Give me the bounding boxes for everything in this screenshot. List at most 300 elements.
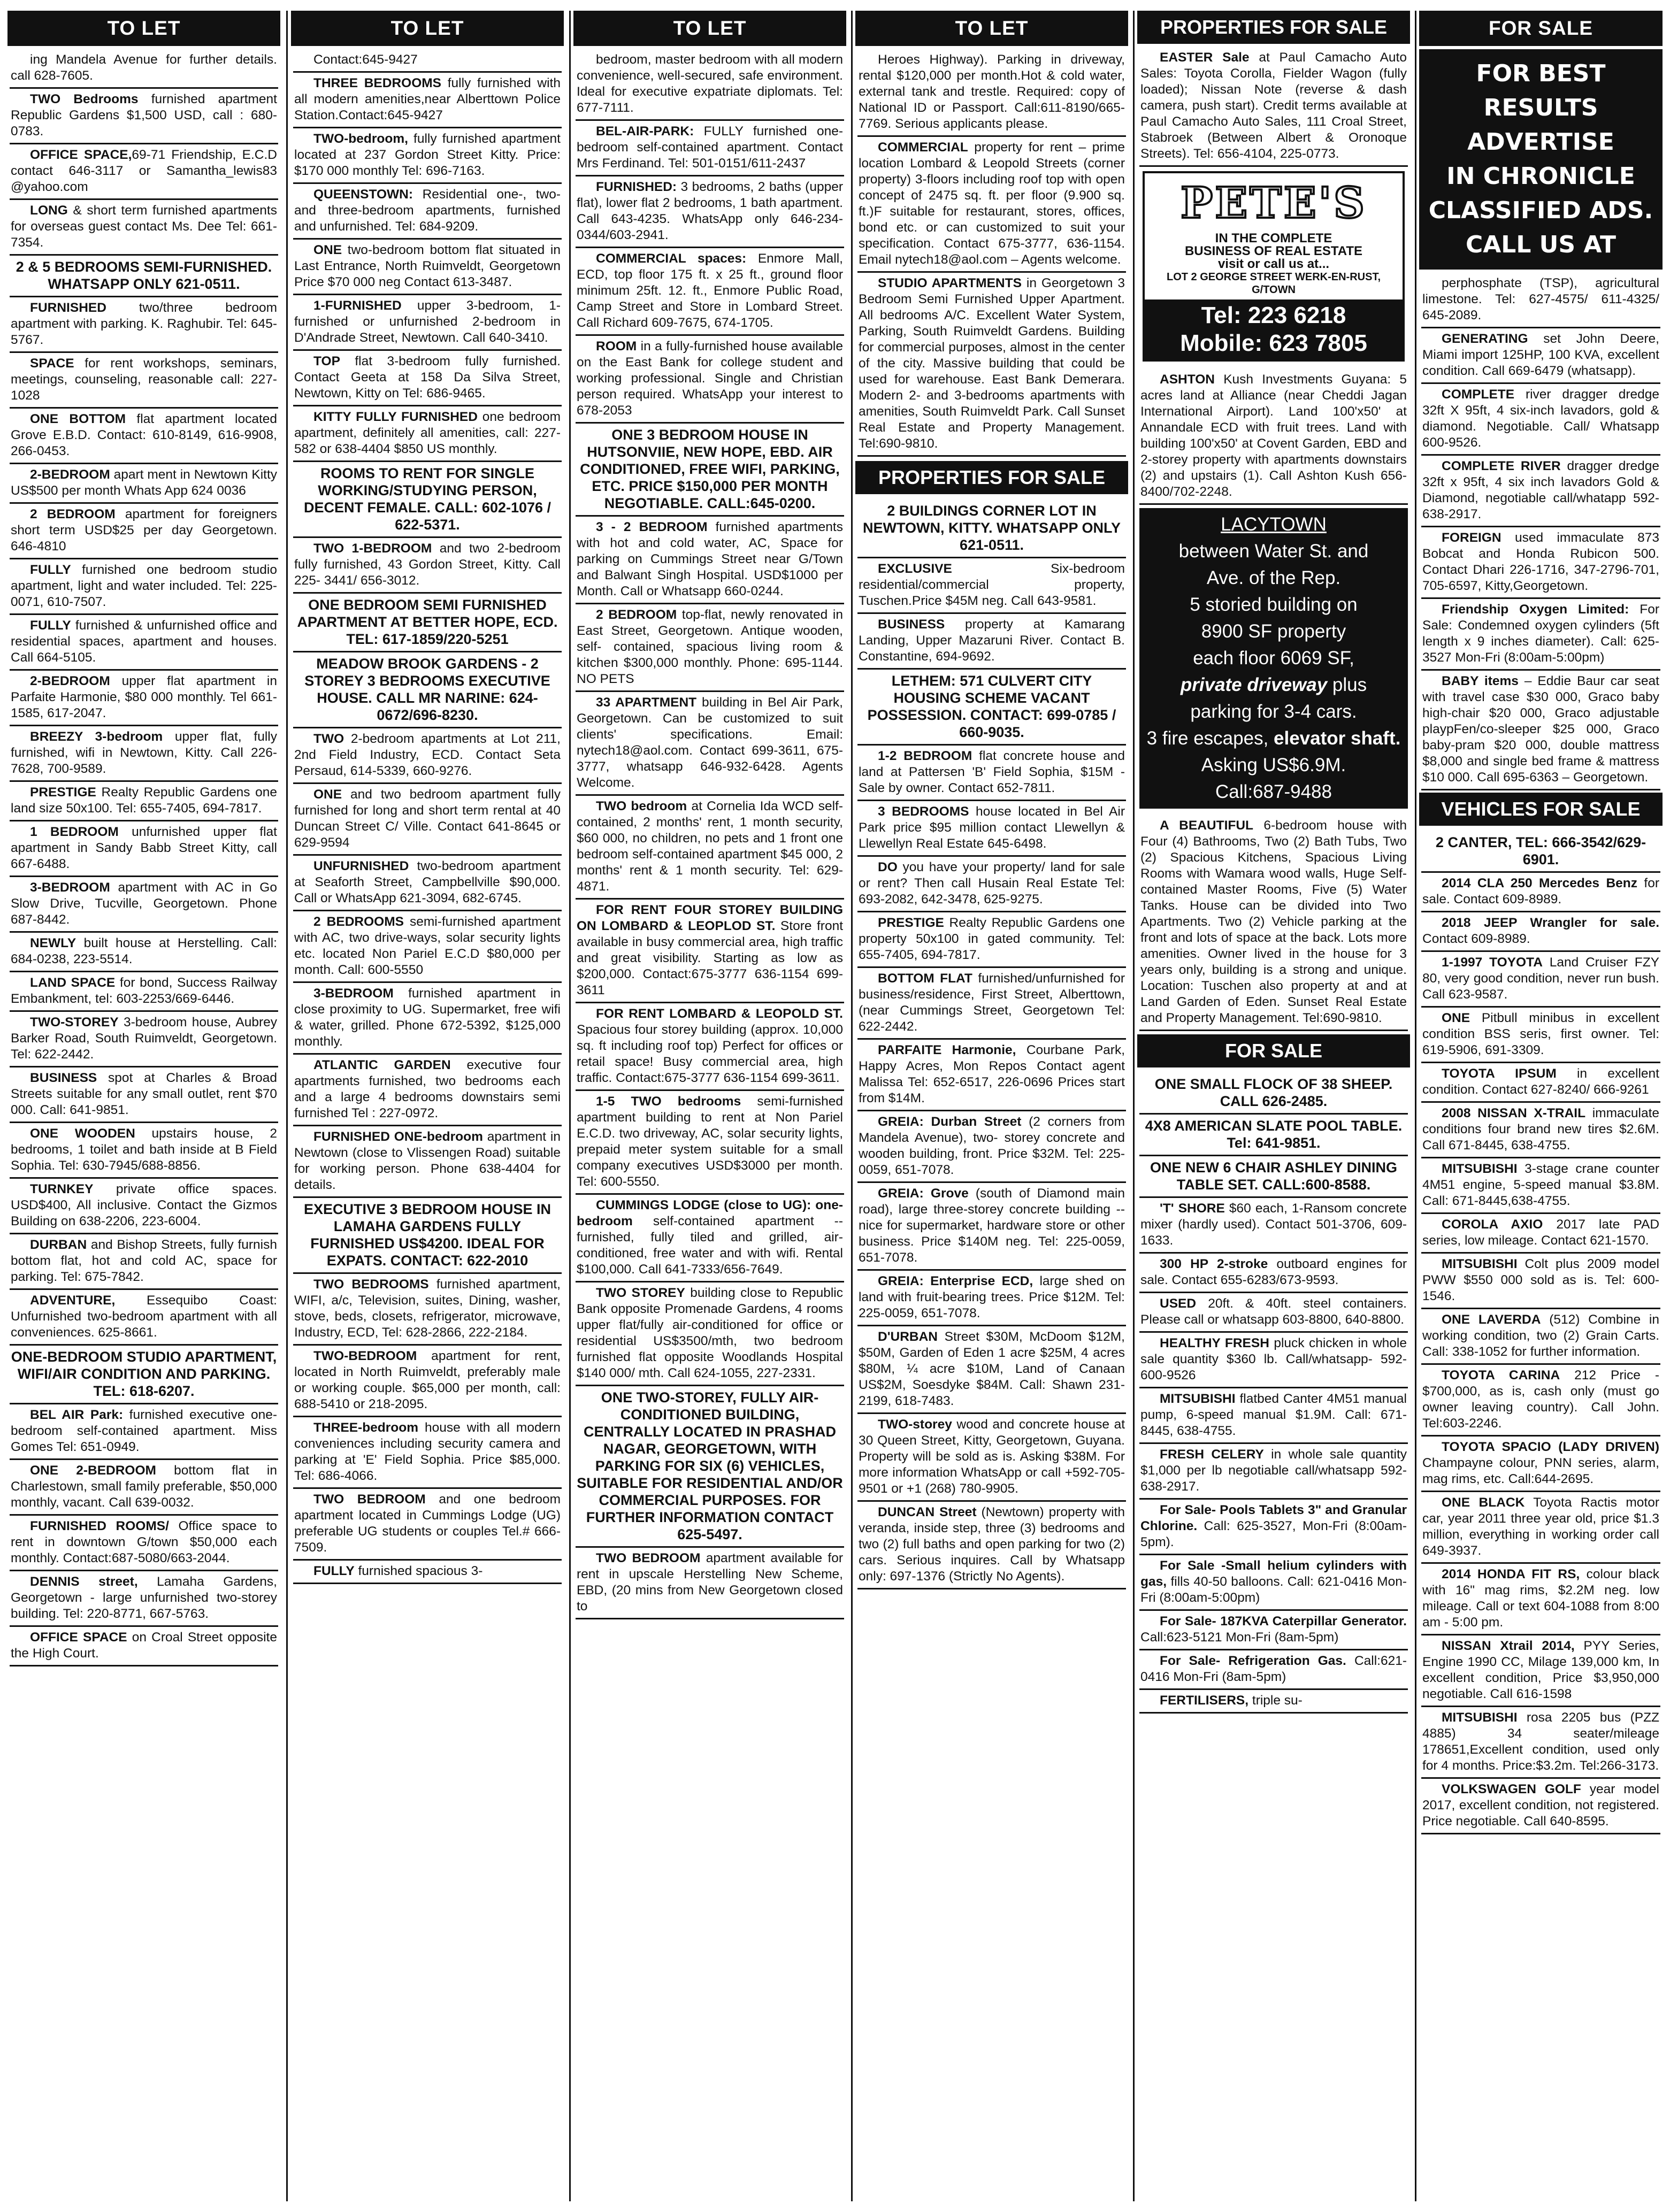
ad-lead: LONG — [30, 203, 68, 218]
classified-ad — [293, 1198, 562, 1274]
ad-text: furnished spacious 3- — [354, 1564, 483, 1578]
classified-ad — [1421, 599, 1660, 671]
classified-ad — [857, 968, 1126, 1040]
ad-lead: TOYOTA IPSUM — [1442, 1066, 1557, 1081]
ad-text: 3-bedroom house, Aubrey Barker Road, South Ruimveldt, Georgetown. Tel: 622-2442. — [11, 1015, 277, 1062]
classified-ad — [293, 49, 562, 73]
classified-ad — [1139, 1293, 1408, 1333]
classified-ad — [576, 1282, 844, 1386]
classified-ad — [1421, 1309, 1660, 1365]
ad-list — [1137, 1070, 1410, 1714]
ad-text: at Paul Camacho Auto Sales: Toyota Corolla, Fielder Wagon (fully loaded); Nissan Note (reverse & dash camera, push start). Credit terms available at Paul Camacho Auto Sales, 111 Croal Street, Stabroek (Between Albert & Oronoque Streets). Tel: 656-4104, 225-0773. — [1140, 50, 1407, 161]
classified-ad — [1421, 527, 1660, 599]
classified-ad — [10, 1012, 278, 1067]
promo-line: CALL US AT — [1465, 231, 1617, 258]
lacytown-line: 3 fire escapes, — [1146, 728, 1274, 749]
ad-lead: COROLA AXIO — [1442, 1217, 1543, 1232]
ad-text: apartment for foreigners short term USD$25 per day Georgetown. 646-4810 — [11, 507, 277, 554]
ad-lead: ONE SMALL FLOCK OF 38 SHEEP. CALL 626-2485. — [1154, 1076, 1393, 1109]
classified-ad — [293, 784, 562, 856]
ad-list — [1419, 270, 1663, 790]
ad-text: 69-71 Friendship, E.C.D contact 646-3117 or Samantha_lewis83 @yahoo.com — [11, 148, 277, 194]
ad-text: ing Mandela Avenue for further details. call 628-7605. — [11, 52, 277, 83]
classified-ad — [576, 900, 844, 1003]
ad-text: apart ment in Newtown Kitty US$500 per month Whats App 624 0036 — [11, 467, 277, 498]
classified-ad — [10, 671, 278, 726]
ad-lead: TWO-BEDROOM — [313, 1349, 417, 1363]
ad-lead: TWO Bedrooms — [30, 92, 139, 106]
ad-lead: THREE-bedroom — [313, 1420, 418, 1435]
ad-text: 2017 late PAD series, low mileage. Contact 621-1570. — [1422, 1217, 1660, 1248]
ad-text: one bedroom apartment, definitely all amenities, call: 227-582 or 638-4404 $850 US monthly. — [294, 410, 561, 456]
classified-ad — [576, 796, 844, 900]
ad-text: Toyota Ractis motor car, year 2011 three year old, price $1.3 million, everything in working order call 649-3937. — [1422, 1495, 1659, 1558]
ad-text: and one bedroom apartment located in Cummings Lodge (UG) preferable UG students or couples Tel.# 666-7509. — [294, 1492, 561, 1555]
ad-text: furnished apartment, WIFI, a/c, Television, suites, Dining, washer, stove, beds, closets, refrigerator, microwave, Industry, ECD, Tel: 628-2866, 222-2184. — [294, 1277, 561, 1340]
ad-lead: BUSINESS — [878, 617, 945, 632]
classified-ad — [1421, 273, 1660, 328]
petes-logo: PETE'S — [1181, 178, 1367, 228]
ad-lead: 2014 CLA 250 Mercedes Benz — [1442, 876, 1637, 890]
ad-text: top-flat, newly renovated in East Street, Georgetown. Antique wooden, self- contained, spacious living room & kitchen $300,000 monthly. Phone: 695-1144. NO PETS — [577, 608, 843, 686]
ad-list — [1419, 828, 1663, 1834]
logo-tagline-3: visit or call us at... — [1217, 257, 1330, 271]
ad-lead: BABY items — [1442, 674, 1519, 688]
ad-text: FULLY furnished one-bedroom self-contained apartment. Contact Mrs Ferdinand. Tel: 501-0151/611-2437 — [577, 124, 843, 171]
classified-ad — [1139, 1115, 1408, 1156]
ad-text: Lamaha Gardens, Georgetown - large unfurnished two-storey building. Tel: 220-8771, 667-5763. — [11, 1574, 277, 1621]
ad-lead: 2014 HONDA FIT RS, — [1442, 1567, 1580, 1581]
ad-lead: 2008 NISSAN X-TRAIL — [1442, 1106, 1586, 1120]
ad-lead: ONE-BEDROOM STUDIO APARTMENT, WIFI/AIR CONDITION AND PARKING. TEL: 618-6207. — [11, 1349, 277, 1399]
ad-text: 3 bedrooms, 2 baths (upper flat), lower flat 2 bedrooms, 1 bath apartment. Call 643-4235. WhatsApp only 646-234-0344/603-2941. — [577, 180, 843, 242]
ad-text: dragger dredge 32ft x 95ft, 4 six inch lavadors Gold & Diamond, negotiable call/whatapp 592-638-2917. — [1422, 459, 1659, 521]
ad-lead: ONE — [1442, 1011, 1470, 1025]
ad-text: property for rent – prime location Lombard & Leopold Streets (corner property) 3-floors including roof top with open concept of 2475 sq. ft. per floor (9.900 sq. ft.)F suitable for restaurant, stores, offices, bond etc. or can customized to suit your specification. Contact 675-3777, 636-1154. Email nytech18@aol.com – Agents welcome. — [859, 140, 1125, 267]
lacytown-elevator: elevator shaft. — [1274, 728, 1401, 749]
classified-ad — [576, 1548, 844, 1619]
lacytown-driveway: private driveway — [1180, 674, 1328, 695]
classified-ad — [1421, 1158, 1660, 1214]
lacytown-title: LACYTOWN — [1221, 514, 1327, 535]
ad-text: built house at Herstelling. Call: 684-0238, 223-5514. — [11, 936, 277, 966]
ad-lead: ONE BLACK — [1442, 1495, 1525, 1510]
classified-ad — [10, 89, 278, 144]
classified-ad — [1421, 456, 1660, 527]
ad-lead: MITSUBISHI — [1442, 1257, 1518, 1271]
classified-ad — [857, 1271, 1126, 1326]
ad-lead: 2 CANTER, TEL: 666-3542/629-6901. — [1435, 834, 1646, 867]
ad-lead: 1 BEDROOM — [30, 825, 119, 839]
ad-list — [1137, 44, 1410, 167]
classified-ad — [293, 1126, 562, 1198]
ad-text: furnished executive one-bedroom self-contained apartment. Miss Gomes Tel: 651-0949. — [11, 1408, 278, 1454]
lacytown-price: Asking US$6.9M. — [1201, 755, 1346, 775]
ad-lead: FURNISHED ONE-bedroom — [313, 1130, 483, 1144]
classified-ad — [10, 1404, 278, 1460]
classified-ad — [857, 1183, 1126, 1271]
ad-lead: NEWLY — [30, 936, 76, 950]
classified-ad — [10, 1516, 278, 1571]
classified-ad — [857, 1111, 1126, 1183]
ad-text: (512) Combine in working condition, two (2) Grain Carts. Call: 338-1052 for further information. — [1422, 1312, 1659, 1359]
classified-ad — [576, 49, 844, 121]
ad-lead: ONE 3 BEDROOM HOUSE IN HUTSONVIIE, NEW HOPE, EBD. AIR CONDITIONED, FREE WIFI, PARKING, ETC. PRICE $150,000 PER MONTH NEGOTIABLE. CALL:645-0200. — [580, 427, 840, 511]
classified-ad — [857, 137, 1126, 273]
ad-text: – Eddie Baur car seat with travel case $30 000, Graco baby high-chair $20 000, Graco adjustable playpFen/co-sleeper $25 000, Graco baby-pram $20 000, double mattress $8,000 and single bed frame & mattress $10 000. Call 695-6363 – Georgetown. — [1422, 674, 1659, 785]
ad-lead: TWO BEDROOM — [596, 1551, 701, 1565]
classified-ad — [1139, 1555, 1408, 1611]
column-for-sale — [1419, 11, 1663, 2201]
classified-ad — [1421, 1437, 1660, 1492]
column-to-let-3 — [573, 11, 846, 2201]
ad-lead: DURBAN — [30, 1238, 87, 1252]
petes-real-estate-ad — [1143, 171, 1405, 362]
classified-ad — [1421, 1779, 1660, 1834]
classified-ad — [293, 184, 562, 240]
ad-lead: OFFICE SPACE, — [30, 148, 132, 162]
classified-ad — [293, 1561, 562, 1584]
classified-ad — [10, 1234, 278, 1290]
classified-ad — [857, 670, 1126, 746]
section-header-properties-for-sale: PROPERTIES FOR SALE — [855, 461, 1128, 494]
ad-text: pluck chicken in whole sale quantity $360 lb. Call/whatsapp- 592-600-9526 — [1140, 1336, 1407, 1382]
ad-lead: D'URBAN — [878, 1330, 938, 1344]
ad-lead: 3-BEDROOM — [30, 880, 110, 895]
column-to-let-1 — [7, 11, 280, 2201]
ad-text: 2-bedroom apartments at Lot 211, 2nd Field Industry, ECD. Contact Seta Persaud, 614-5339, 660-9276. — [294, 732, 561, 778]
ad-lead: FOR RENT FOUR STOREY BUILDING ON LOMBARD & LEOPLOD ST. — [577, 903, 843, 933]
ad-lead: PRESTIGE — [30, 785, 96, 800]
ad-lead: MITSUBISHI — [1160, 1392, 1236, 1406]
ad-text: Office space to rent in downtown G/town $50,000 each monthly. Contact:687-5080/663-2044. — [11, 1519, 277, 1565]
ad-text: (Newtown) property with veranda, inside step, three (3) bedrooms and two (2) full baths and open parking for two (2) cars. Serious inquires. Call by Whatsapp only: 697-1376 (Strictly No Agents). — [859, 1505, 1125, 1584]
ad-lead: OFFICE SPACE — [30, 1630, 127, 1645]
classified-ad — [1139, 1690, 1408, 1714]
ad-text: Realty Republic Gardens one property 50x100 in gated community. Tel: 655-7405, 694-7817. — [859, 916, 1125, 962]
ad-lead: FURNISHED — [30, 301, 106, 315]
classified-ad — [1139, 1254, 1408, 1293]
ad-text: apartment for rent, located in North Ruimveldt, preferably male or working couple. $65,000 per month, call: 688-5410 or 218-2095. — [294, 1349, 561, 1411]
ad-lead: PRESTIGE — [878, 916, 944, 930]
ad-lead: ROOMS TO RENT FOR SINGLE WORKING/STUDYING PERSON, DECENT FEMALE. CALL: 602-1076 / 622-5371. — [303, 465, 551, 533]
section-header: PROPERTIES FOR SALE — [1137, 11, 1410, 44]
classified-ad — [1421, 328, 1660, 384]
ad-text: and two 2-bedroom fully furnished, 43 Gordon Street, Kitty. Call 225- 3441/ 656-3012. — [294, 541, 561, 588]
ad-text: upper flat apartment in Parfaite Harmonie, $80 000 monthly. Tel 661-1585, 617-2047. — [11, 674, 277, 720]
classified-ad — [1421, 1365, 1660, 1437]
classified-ad — [857, 801, 1126, 857]
ad-text: Heroes Highway). Parking in driveway, rental $120,000 per month.Hot & cold water, external tank and trestle. Required: copy of National ID or Passport. Call:611-8190/665-7769. Serious applicants please. — [859, 52, 1125, 131]
ad-text: two-bedroom apartment at Seaforth Street, Campbellville $90,000. Call or WhatsApp 621-3094, 682-6745. — [294, 859, 561, 905]
ad-lead: LAND SPACE — [30, 976, 116, 990]
ad-lead: TWO BEDROOMS — [313, 1277, 429, 1292]
lacytown-phone: Call:687-9488 — [1215, 781, 1332, 802]
ad-text: for bond, Success Railway Embankment, tel: 603-2253/669-6446. — [11, 976, 277, 1006]
ad-lead: FERTILISERS, — [1160, 1693, 1249, 1708]
classifieds-page — [7, 11, 1663, 2201]
ad-text: apartment in Newtown (close to Vlissengen Road) suitable for working person. Phone 638-4404 for details. — [294, 1130, 561, 1192]
section-header-for-sale: FOR SALE — [1137, 1034, 1410, 1067]
ad-lead: TWO STOREY — [596, 1286, 685, 1300]
ad-lead: COMMERCIAL spaces: — [596, 251, 747, 266]
classified-ad — [1421, 1008, 1660, 1063]
ad-lead: A BEAUTIFUL — [1160, 818, 1253, 833]
ad-text: for rent workshops, seminars, meetings, counseling, reasonable call: 227-1028 — [11, 356, 277, 403]
ad-text: immaculate conditions four brand new tires $2.6M. Call 671-8445, 638-4755. — [1422, 1106, 1660, 1153]
ad-lead: 2 BEDROOMS — [313, 915, 404, 929]
ad-lead: FURNISHED ROOMS/ — [30, 1519, 169, 1533]
promo-line: CLASSIFIED ADS. — [1428, 197, 1653, 224]
lacytown-line: 8900 SF property — [1201, 621, 1346, 642]
classified-ad — [10, 1123, 278, 1179]
ad-text: house with all modern conveniences including security camera and parking at 'E' Field Sophia. Price $85,000. Tel: 686-4066. — [294, 1420, 561, 1483]
classified-ad — [10, 256, 278, 297]
column-to-let-4 — [855, 11, 1128, 2201]
classified-ad — [857, 912, 1126, 968]
classified-ad — [293, 538, 562, 594]
ad-lead: 2-BEDROOM — [30, 674, 110, 688]
ad-text: Contact:645-9427 — [313, 52, 418, 67]
ad-lead: 3 BEDROOMS — [878, 804, 969, 819]
classified-ad — [1421, 671, 1660, 790]
ad-lead: FOR RENT LOMBARD & LEOPOLD ST. — [596, 1007, 843, 1021]
ad-list — [573, 46, 846, 1619]
ad-text: 20ft. & 40ft. steel containers. Please call or whatsapp 603-8800, 640-8800. — [1140, 1296, 1407, 1327]
classified-ad — [293, 128, 562, 184]
ad-lead: ONE BOTTOM — [30, 412, 126, 426]
ad-text: (south of Diamond main road), large three-storey concrete building -- nice for supermarket, hardware store or other business. Price $140M neg. Tel: 225-0059, 651-7078. — [859, 1186, 1125, 1265]
classified-ad — [576, 121, 844, 176]
column-divider — [1133, 11, 1135, 2201]
ad-text: furnished & unfurnished office and residential spaces, apartment and houses. Call 664-5105. — [11, 618, 277, 665]
classified-ad — [10, 1346, 278, 1404]
logo-mobile: Mobile: 623 7805 — [1180, 330, 1367, 356]
ad-text: and Bishop Streets, fully furnish bottom flat, hot and cold AC, space for parking. Tel: 675-7842. — [11, 1238, 277, 1284]
ad-text: large shed on land with fruit-bearing trees. Price $12M. Tel: 225-0059, 651-7078. — [859, 1274, 1125, 1320]
classified-ad — [10, 933, 278, 972]
classified-ad — [1139, 1444, 1408, 1500]
ad-lead: TURNKEY — [30, 1182, 94, 1196]
ad-text: upper flat, fully furnished, wifi in Newtown, Kitty. Call 226-7628, 700-9589. — [11, 729, 277, 776]
classified-ad — [1139, 47, 1408, 167]
ad-lead: 1-5 TWO bedrooms — [596, 1094, 741, 1109]
ad-text: 212 Price - $700,000, as is, cash only (must go owner leaving country). Call John. Tel:603-2246. — [1422, 1368, 1659, 1431]
classified-ad — [10, 409, 278, 464]
logo-tel: Tel: 223 6218 — [1201, 302, 1346, 328]
ad-lead: TWO BEDROOM — [313, 1492, 426, 1507]
ad-lead: USED — [1160, 1296, 1197, 1311]
classified-ad — [10, 559, 278, 615]
ad-lead: TOYOTA SPACIO (LADY DRIVEN) — [1442, 1440, 1659, 1454]
ad-lead: ASHTON — [1160, 372, 1215, 387]
ad-lead: FULLY — [313, 1564, 355, 1578]
section-header: TO LET — [291, 11, 564, 46]
classified-ad — [857, 1414, 1126, 1502]
ad-lead: 3-BEDROOM — [313, 986, 394, 1001]
ad-lead: GREIA: Grove — [878, 1186, 969, 1201]
lacytown-line: 5 storied building on — [1190, 594, 1358, 615]
ad-list — [291, 46, 564, 1584]
classified-ad — [293, 406, 562, 462]
ad-lead: ROOM — [596, 339, 637, 354]
ad-lead: CUMMINGS LODGE (close to UG): one-bedroom — [577, 1198, 843, 1228]
classified-ad — [1421, 912, 1660, 952]
ad-text: furnished one bedroom studio apartment, light and water included. Tel: 225-0071, 610-7507. — [11, 563, 277, 609]
classified-ad — [293, 462, 562, 538]
ad-text: building close to Republic Bank opposite Promenade Gardens, 4 rooms upper flat/fully air-conditioned for office or residential US$3500/mth, two bedroom furnished flat opposite Woodlands Hospital $140 000/ mth. Call 624-1055, 227-2331. — [577, 1286, 843, 1380]
ad-lead: BREEZY 3-bedroom — [30, 729, 163, 744]
classified-ad — [293, 295, 562, 351]
classified-ad — [1139, 369, 1408, 505]
ad-text: perphosphate (TSP), agricultural limestone. Tel: 627-4575/ 611-4325/ 645-2089. — [1422, 276, 1659, 322]
ad-lead: DENNIS street, — [30, 1574, 138, 1589]
classified-ad — [293, 1274, 562, 1346]
ad-text: furnished apartments with hot and cold water, AC, Space for parking on Cummings Street near G/Town and Balwant Singh Hospital. USD$1000 per Month. Call or Whatsapp 660-0244. — [577, 520, 843, 598]
classified-ad — [10, 877, 278, 933]
ad-lead: TOYOTA CARINA — [1442, 1368, 1560, 1382]
classified-ad — [857, 1326, 1126, 1414]
ad-text: Champayne colour, PNN series, alarm, mag rims, etc. Call:644-2695. — [1422, 1456, 1659, 1486]
ad-lead: 2 BEDROOM — [30, 507, 116, 521]
classified-ad — [10, 1571, 278, 1627]
ad-text: PYY Series, Engine 1990 CC, Milage 139,000 km, In excellent condition, Price $3,950,000 negotiable. Call 616-1598 — [1422, 1639, 1659, 1701]
ad-lead: EASTER Sale — [1160, 50, 1250, 65]
ad-text: house located in Bel Air Park price $95 million contact Llewellyn & Llewellyn Real Estate 645-6498. — [859, 804, 1125, 851]
lacytown-line: parking for 3-4 cars. — [1190, 701, 1357, 722]
ad-lead: TWO bedroom — [596, 799, 687, 813]
column-divider — [569, 11, 571, 2201]
ad-lead: MITSUBISHI — [1442, 1710, 1518, 1725]
classified-ad — [857, 1040, 1126, 1111]
ad-lead: FULLY — [30, 618, 71, 633]
ad-list — [1137, 366, 1410, 505]
logo-address: LOT 2 GEORGE STREET WERK-EN-RUST, G/TOWN — [1166, 271, 1381, 296]
ad-lead: TWO-bedroom, — [313, 132, 408, 146]
ad-lead: ONE — [313, 243, 342, 257]
ad-lead: THREE BEDROOMS — [313, 76, 442, 90]
classified-ad — [1421, 952, 1660, 1008]
classified-ad — [1421, 1103, 1660, 1158]
ad-text: flat concrete house and land at Pattersen 'B' Field Sophia, $15M - Sale by owner. Contact 652-7811. — [859, 749, 1125, 795]
classified-ad — [1139, 1388, 1408, 1444]
ad-lead: TWO-storey — [878, 1417, 952, 1432]
classified-ad — [576, 1091, 844, 1195]
ad-text: Essequibo Coast: Unfurnished two-bedroom apartment with all conveniences. 625-8661. — [11, 1293, 277, 1340]
classified-ad — [576, 424, 844, 517]
classified-ad — [576, 1386, 844, 1548]
ad-lead: ONE 2-BEDROOM — [30, 1463, 156, 1478]
ad-lead: For Sale- Pools Tablets 3" and Granular Chlorine. — [1140, 1503, 1407, 1533]
ad-text: fills 40-50 balloons. Call: 621-0416 Mon-Fri (8:00am-5:00pm) — [1140, 1574, 1407, 1605]
section-header: TO LET — [855, 11, 1128, 46]
lacytown-ad — [1139, 508, 1408, 809]
classified-ad — [293, 351, 562, 406]
ad-text: furnished apartment Republic Gardens $1,500 USD, call : 680-0783. — [11, 92, 277, 139]
ad-text: Enmore Mall, ECD, top floor 175 ft. x 25 ft., ground floor minimum 25ft. 12. ft., Enmore Public Road, Camp Street and Store in Lombard Street. Call Richard 609-7675, 674-1705. — [577, 251, 843, 330]
ad-lead: NISSAN Xtrail 2014, — [1442, 1639, 1575, 1653]
ad-lead: 1-2 BEDROOM — [878, 749, 972, 763]
classified-ad — [857, 500, 1126, 558]
ad-lead: For Sale- 187KVA Caterpillar Generator. — [1160, 1614, 1407, 1629]
classified-ad — [576, 604, 844, 692]
ad-text: Call:623-5121 Mon-Fri (8am-5pm) — [1140, 1630, 1339, 1645]
ad-lead: ONE LAVERDA — [1442, 1312, 1541, 1327]
ad-lead: SPACE — [30, 356, 74, 371]
classified-ad — [857, 273, 1126, 457]
classified-ad — [1421, 384, 1660, 456]
section-header: TO LET — [573, 11, 846, 46]
ad-text: river dragger dredge 32ft X 95ft, 4 six-inch lavadors, gold & diamond. Negotiable. Call/ Whatsapp 600-9526. — [1422, 387, 1659, 450]
classified-ad — [576, 692, 844, 796]
ad-text: 3-stage crane counter 4M51 engine, 5-speed manual $3.8M. Call: 671-8445,638-4755. — [1422, 1162, 1659, 1208]
promo-line: ADVERTISE — [1467, 128, 1614, 156]
ad-text: $60 each, 1-Ransom concrete mixer (hardly used). Contact 501-3706, 609-1633. — [1140, 1201, 1407, 1248]
classified-ad — [1421, 831, 1660, 873]
ad-list — [1137, 812, 1410, 1031]
ad-lead: TOP — [313, 354, 340, 368]
ad-lead: TWO 1-BEDROOM — [313, 541, 432, 556]
classified-ad — [10, 464, 278, 504]
ad-text: upper 3-bedroom, 1-furnished or unfurnished 2-bedroom in D'Andrade Street, Newtown. Call 640-3410. — [294, 298, 561, 345]
ad-lead: 3 - 2 BEDROOM — [596, 520, 708, 534]
classified-ad — [293, 728, 562, 784]
ad-lead: 2 BUILDINGS CORNER LOT IN NEWTOWN, KITTY. WHATSAPP ONLY 621-0511. — [862, 503, 1121, 553]
ad-text: unfurnished upper flat apartment in Sandy Babb Street Kitty, call 667-6488. — [11, 825, 277, 871]
ad-list — [855, 496, 1128, 1589]
ad-lead: 2-BEDROOM — [30, 467, 110, 482]
ad-text: Land Cruiser FZY 80, very good condition, never run bush. Call 623-9587. — [1422, 955, 1659, 1002]
ad-text: furnished/unfurnished for business/residence, First Street, Alberttown, (near Cummings Street, Georgetown Tel: 622-2442. — [859, 971, 1125, 1034]
classified-ad — [293, 911, 562, 983]
ad-lead: COMPLETE — [1442, 387, 1515, 402]
classified-ad — [1139, 1650, 1408, 1690]
ad-list — [855, 46, 1128, 457]
ad-text: private office spaces. USD$400, All inclusive. Contact the Gizmos Building on 638-2206, 223-6004. — [11, 1182, 277, 1228]
ad-lead: BEL AIR Park: — [30, 1408, 124, 1422]
classified-ad — [293, 1346, 562, 1417]
classified-ad — [10, 297, 278, 353]
classified-ad — [1421, 1564, 1660, 1635]
ad-text: Contact 609-8989. — [1422, 932, 1530, 946]
ad-text: in whole sale quantity $1,000 per lb negotiable call/whatsapp 592-638-2917. — [1140, 1447, 1407, 1494]
ad-text: semi-furnished apartment building to rent at Non Pariel E.C.D. two driveway, AC, solar security lights, prepaid meter system suitable for a small company executives USD$3000 per month. Tel: 600-5550. — [577, 1094, 844, 1189]
classified-ad — [10, 1067, 278, 1123]
classified-ad — [10, 144, 278, 200]
classified-ad — [1139, 815, 1408, 1031]
ad-lead: Friendship Oxygen Limited: — [1442, 602, 1629, 617]
ad-text: building in Bel Air Park, Georgetown. Can be customized to suit clients' specifications. Email: nytech18@aol.com. Contact 699-3611, 675-3777, whatsapp 646-932-6428. Agents Welcome. — [577, 695, 843, 790]
ad-text: flat apartment located Grove E.B.D. Contact: 610-8149, 616-9908, 266-0453. — [11, 412, 278, 458]
classified-ad — [10, 972, 278, 1012]
ad-text: on Croal Street opposite the High Court. — [11, 1630, 277, 1661]
classified-ad — [576, 248, 844, 336]
ad-lead: 2 BEDROOM — [596, 608, 677, 622]
ad-lead: GENERATING — [1442, 332, 1528, 346]
ad-lead: ONE BEDROOM SEMI FURNISHED APARTMENT AT BETTER HOPE, ECD. TEL: 617-1859/220-5251 — [297, 597, 558, 647]
ad-text: rosa 2205 bus (PZZ 4885) 34 seater/mileage 178651,Excellent condition, used only for 4 months. Price:$3.2m. Tel:266-3173. — [1422, 1710, 1659, 1773]
ad-lead: QUEENSTOWN: — [313, 187, 413, 202]
ad-text: Residential one-, two- and three-bedroom apartments, furnished and unfurnished. Tel: 684-9209. — [294, 187, 561, 234]
classified-ad — [1139, 1198, 1408, 1254]
classified-ad — [857, 614, 1126, 670]
classified-ad — [576, 176, 844, 248]
ad-text: Store front available in busy commercial area, high traffic and great visibility. Starting as low as $200,000. Contact:675-3777 636-1154 699-3611 — [577, 919, 843, 997]
promo-line: IN CHRONICLE — [1446, 163, 1635, 190]
ad-lead: FOREIGN — [1442, 531, 1502, 545]
ad-text: property at Kamarang Landing, Upper Mazaruni River. Contact B. Constantine, 694-9692. — [859, 617, 1125, 664]
ad-text: set John Deere, Miami import 125HP, 100 KVA, excellent condition. Call 669-6479 (whatsapp). — [1422, 332, 1659, 378]
